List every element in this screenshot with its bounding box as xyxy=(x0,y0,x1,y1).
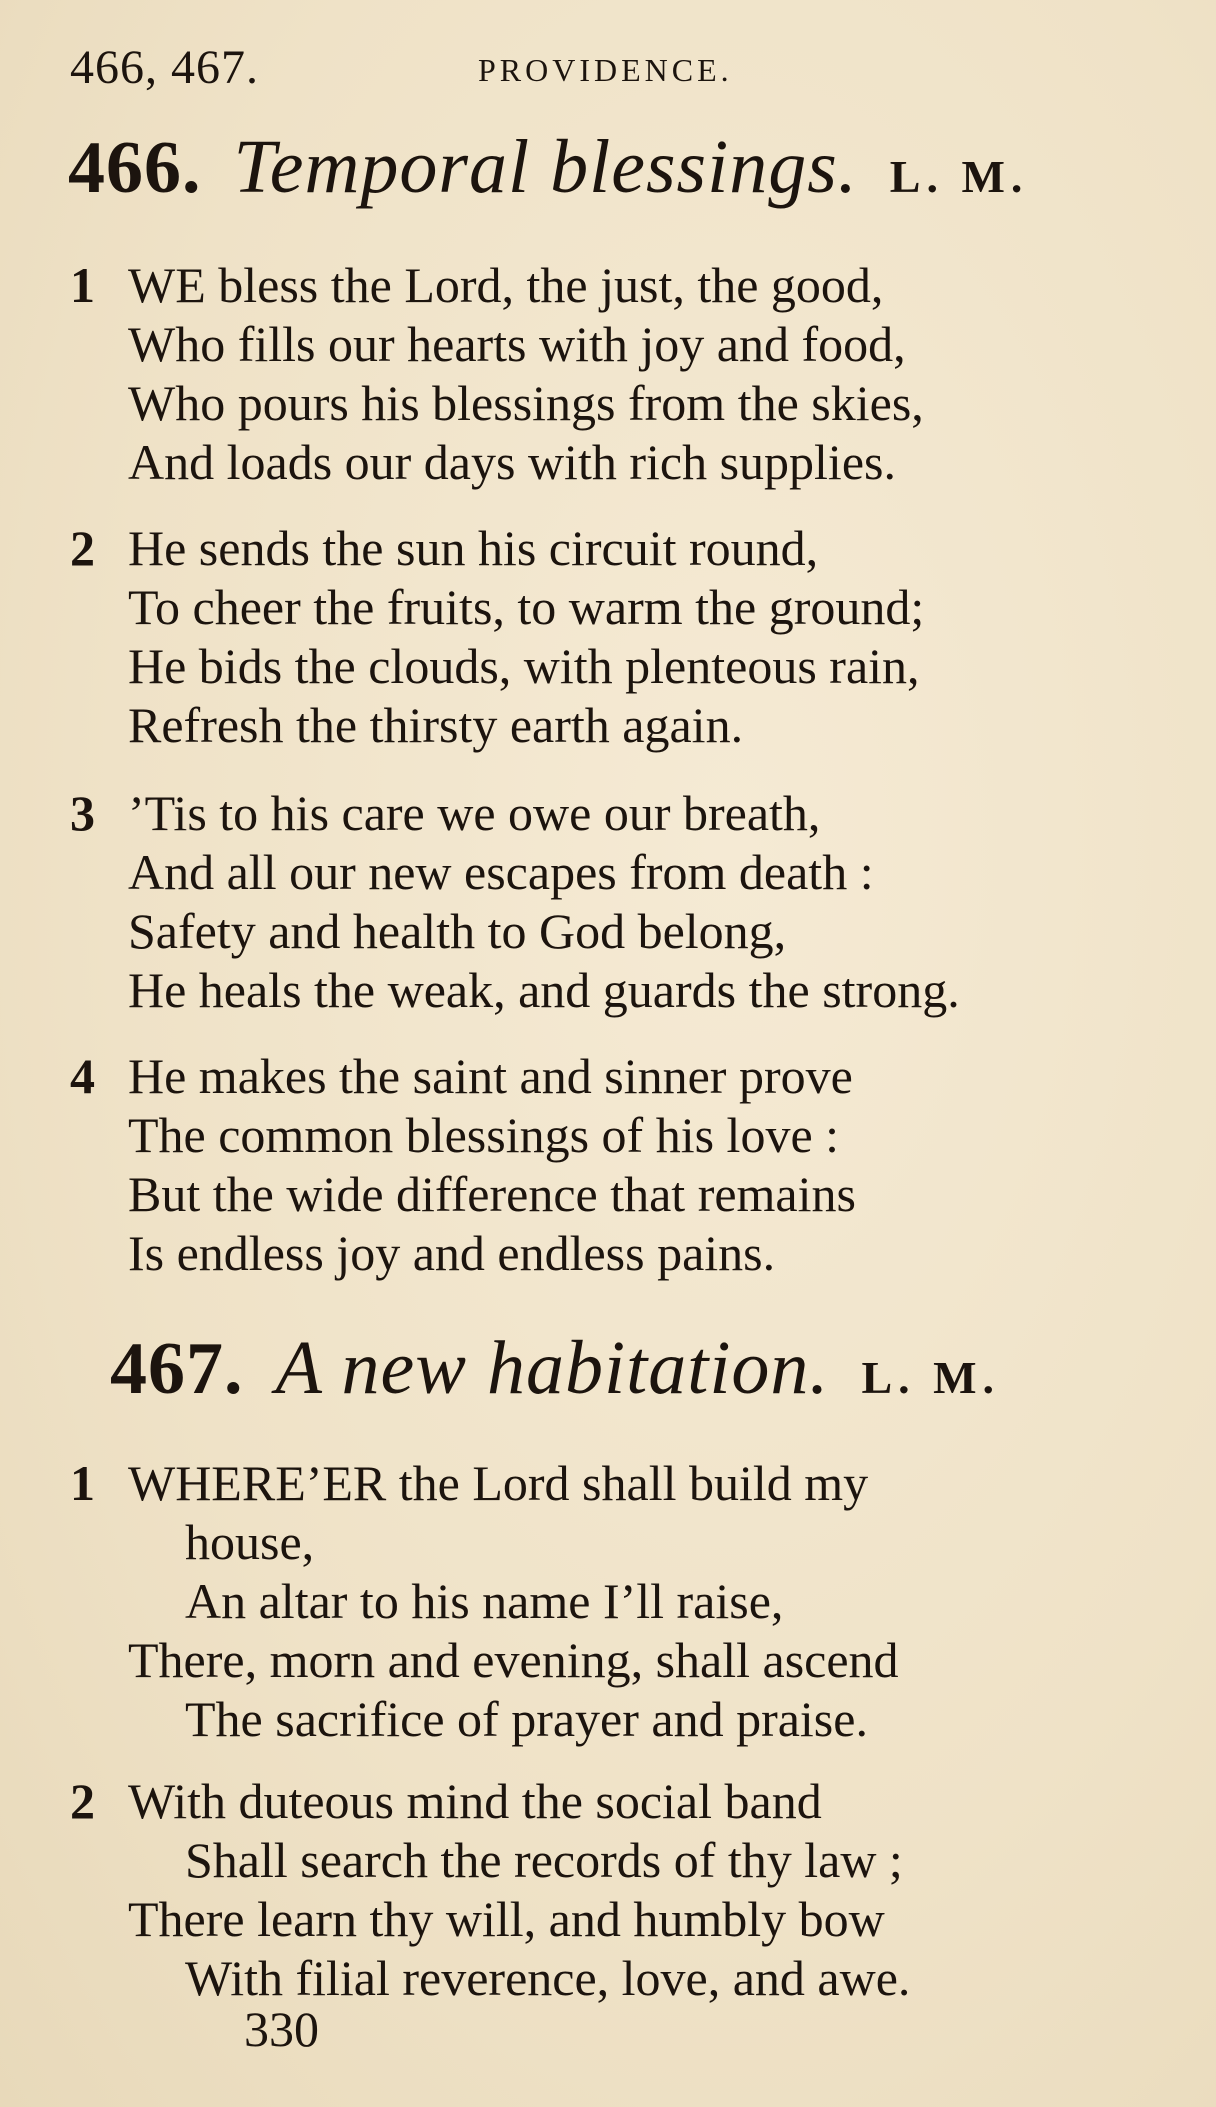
verse-line: Who fills our hearts with joy and food, xyxy=(128,316,906,372)
verse-line: There, morn and evening, shall ascend xyxy=(128,1632,899,1688)
hymn-466-verse-3 xyxy=(70,784,960,1020)
verse-line: Safety and health to God belong, xyxy=(128,903,787,959)
hymn-467-heading xyxy=(110,1325,1000,1412)
hymn-467-verse-1 xyxy=(70,1454,899,1749)
verse-line: He sends the sun his circuit round, xyxy=(128,520,819,576)
verse-number: 2 xyxy=(70,1773,95,1829)
verse-line: With duteous mind the social band xyxy=(128,1773,822,1829)
verse-line: Who pours his blessings from the skies, xyxy=(128,375,924,431)
verse-line: But the wide difference that remains xyxy=(128,1166,856,1222)
verse-line: Shall search the records of thy law ; xyxy=(185,1832,903,1888)
verse-line: The common blessings of his love : xyxy=(128,1107,840,1163)
verse-line: He makes the saint and sinner prove xyxy=(128,1048,853,1104)
verse-line: WHERE’ER the Lord shall build my xyxy=(128,1455,869,1511)
hymn-467-verse-2 xyxy=(70,1772,910,2008)
hymn-466-heading xyxy=(68,124,1028,211)
verse-number: 4 xyxy=(70,1048,95,1104)
verse-number: 1 xyxy=(70,1455,95,1511)
header-page-range: 466, 467. xyxy=(70,41,259,94)
hymn-meter: L. M. xyxy=(861,1352,1001,1403)
hymn-title: A new habitation. xyxy=(275,1326,830,1410)
verse-line: WE bless the Lord, the just, the good, xyxy=(128,257,884,313)
verse-line: Refresh the thirsty earth again. xyxy=(128,697,744,753)
verse-line: ’Tis to his care we owe our breath, xyxy=(128,785,821,841)
verse-line: The sacrifice of prayer and praise. xyxy=(185,1691,868,1747)
hymn-466-verse-2 xyxy=(70,519,924,755)
verse-line: house, xyxy=(185,1514,315,1570)
hymn-number: 466. xyxy=(68,127,202,209)
verse-number: 3 xyxy=(70,785,95,841)
verse-line: With filial reverence, love, and awe. xyxy=(185,1950,911,2006)
verse-line: And all our new escapes from death : xyxy=(128,844,874,900)
hymn-number: 467. xyxy=(110,1328,244,1410)
hymn-466-verse-1 xyxy=(70,256,924,492)
verse-line: And loads our days with rich supplies. xyxy=(128,434,896,490)
page-number: 330 xyxy=(244,2001,319,2057)
verse-line: He heals the weak, and guards the strong. xyxy=(128,962,960,1018)
verse-number: 1 xyxy=(70,257,95,313)
hymn-title: Temporal blessings. xyxy=(233,125,858,209)
verse-line: Is endless joy and endless pains. xyxy=(128,1225,776,1281)
hymn-meter: L. M. xyxy=(889,151,1029,202)
header-section-title: PROVIDENCE. xyxy=(478,52,733,88)
verse-line: There learn thy will, and humbly bow xyxy=(128,1891,885,1947)
verse-line: An altar to his name I’ll raise, xyxy=(185,1573,784,1629)
verse-number: 2 xyxy=(70,520,95,576)
hymn-466-verse-4 xyxy=(70,1047,856,1283)
verse-line: To cheer the fruits, to warm the ground; xyxy=(128,579,925,635)
verse-line: He bids the clouds, with plenteous rain, xyxy=(128,638,920,694)
